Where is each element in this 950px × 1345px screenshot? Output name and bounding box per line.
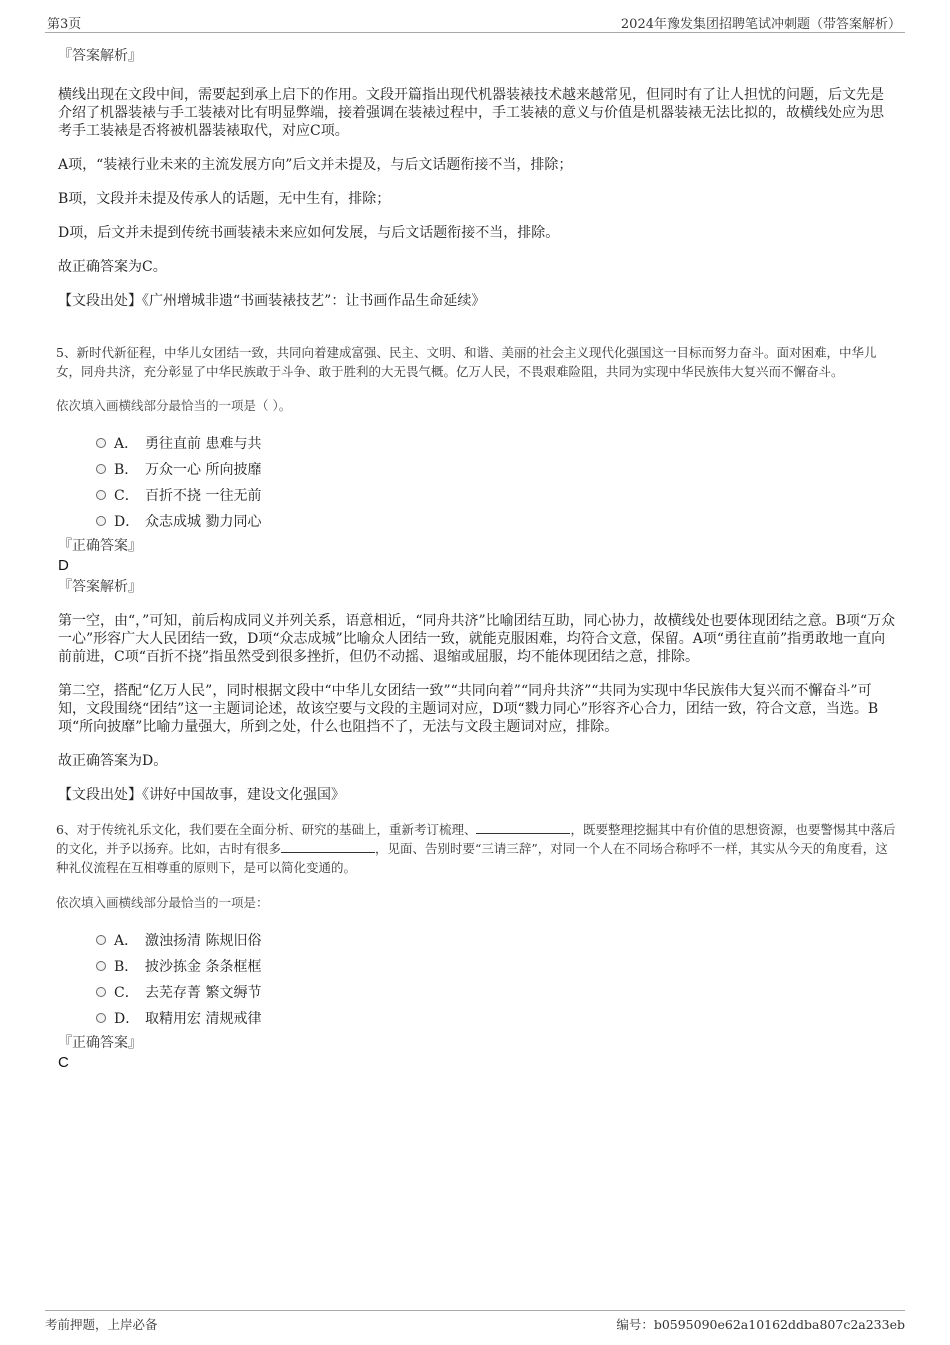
option-text: 激浊扬清 陈规旧俗 (145, 933, 262, 949)
radio-button[interactable] (96, 438, 106, 448)
option-letter: D． (114, 514, 140, 530)
analysis-paragraph-1: 第一空，由“，”可知，前后构成同义并列关系，语意相近，“同舟共济”比喻团结互助，同心协力，故横线处也要体现团结之意。B项“万众一心”形容广大人民团结一致，D项“众志成城”比喻众人团结一致，就能克服困难，均符合文意，保留。A项“勇往直前”指勇敢地一直向前前进，C项“百折不挠”指虽然受到很多挫折，但仍不动摇、退缩或屈服，均不能体现团结之意，排除。 (58, 613, 896, 665)
analysis-paragraph-2: 第二空，搭配“亿万人民”，同时根据文段中“中华儿女团结一致”“共同向着”“同舟共济”“共同为实现中华民族伟大复兴而不懈奋斗”可知，文段围绕“团结”这一主题词论述，故该空要与文段的主题词对应，D项“戮力同心”形容齐心合力，团结一致，符合文意，当选。B项“所向披靡”比喻力量强大，所到之处，什么也阻挡不了，无法与文段主题词对应，排除。 (58, 683, 879, 735)
correct-answer-label: 『正确答案』 (58, 538, 142, 554)
document-title: 2024年豫发集团招聘笔试冲刺题（带答案解析） (620, 17, 901, 32)
option-letter: B． (114, 959, 139, 975)
option-text: 众志成城 勠力同心 (145, 514, 262, 530)
option-text: 去芜存菁 繁文缛节 (145, 985, 262, 1001)
question-6-prompt: 依次填入画横线部分最恰当的一项是： (56, 895, 269, 910)
question-5 (56, 343, 896, 804)
option-c[interactable] (56, 482, 896, 508)
correct-answer: C (58, 1054, 69, 1071)
option-d[interactable] (56, 1005, 896, 1031)
analysis-label: 『答案解析』 (58, 579, 142, 595)
fill-blank-2 (281, 840, 375, 853)
option-c[interactable] (56, 979, 896, 1005)
radio-button[interactable] (96, 1013, 106, 1023)
footer-slogan: 考前押题，上岸必备 (45, 1317, 158, 1332)
radio-button[interactable] (96, 464, 106, 474)
option-text: 披沙拣金 条条框框 (145, 959, 262, 975)
question-6-text-part1: 6、对于传统礼乐文化，我们要在全面分析、研究的基础上，重新考订梳理、 (56, 822, 477, 837)
analysis-paragraph: 横线出现在文段中间，需要起到承上启下的作用。文段开篇指出现代机器装裱技术越来越常见，但同时有了让人担忧的问题，后文先是介绍了机器装裱与手工装裱对比有明显弊端，接着强调在装裱过程中，手工装裱的意义与价值是机器装裱无法比拟的，故横线处应为思考手工装裱是否将被机器装裱取代，对应C项。 (58, 87, 884, 139)
option-b[interactable] (56, 953, 896, 979)
fill-blank-1 (476, 821, 570, 834)
analysis-option-a: A项，“装裱行业未来的主流发展方向”后文并未提及，与后文话题衔接不当，排除； (58, 157, 573, 173)
radio-button[interactable] (96, 987, 106, 997)
question-6-text (56, 820, 896, 877)
correct-answer-label: 『正确答案』 (58, 1035, 142, 1051)
correct-answer: D (58, 557, 69, 574)
analysis-label: 『答案解析』 (58, 48, 142, 64)
text-source: 【文段出处】《讲好中国故事，建设文化强国》 (58, 787, 345, 803)
question-6-options (56, 927, 896, 1031)
option-letter: C． (114, 985, 139, 1001)
question-6 (56, 820, 896, 1072)
document-code: 编号：b0595090e62a10162ddba807c2a233eb (616, 1317, 905, 1332)
option-text: 百折不挠 一往无前 (145, 488, 262, 504)
option-d[interactable] (56, 508, 896, 534)
option-letter: A． (114, 933, 139, 949)
page-number: 第3页 (47, 17, 82, 32)
analysis-conclusion: 故正确答案为D。 (58, 753, 168, 769)
analysis-option-b: B项，文段并未提及传承人的话题，无中生有，排除； (58, 191, 391, 207)
question-5-options (56, 430, 896, 534)
question-6-text-part2: ，既要整理挖掘其中有价值的思想资源，也要警惕其中落后的文化，并予以扬弃。比如，古时有很多 (56, 822, 896, 856)
radio-button[interactable] (96, 961, 106, 971)
previous-question-analysis (56, 46, 896, 310)
option-letter: D． (114, 1011, 140, 1027)
radio-button[interactable] (96, 516, 106, 526)
analysis-option-d: D项，后文并未提到传统书画装裱未来应如何发展，与后文话题衔接不当，排除。 (58, 225, 560, 241)
analysis-conclusion: 故正确答案为C。 (58, 259, 167, 275)
radio-button[interactable] (96, 935, 106, 945)
page-content (56, 40, 896, 1072)
question-6-text-part3: ，见面、告别时要“三请三辞”，对同一个人在不同场合称呼不一样，其实从今天的角度看，这种礼仪流程在互相尊重的原则下，是可以简化变通的。 (56, 841, 888, 875)
question-5-prompt: 依次填入画横线部分最恰当的一项是（ ）。 (56, 398, 292, 413)
text-source: 【文段出处】《广州增城非遗“书画装裱技艺”：让书画作品生命延续》 (58, 293, 486, 309)
page-footer (45, 1310, 905, 1335)
page-header (45, 10, 905, 33)
option-text: 万众一心 所向披靡 (145, 462, 262, 478)
radio-button[interactable] (96, 490, 106, 500)
option-letter: B． (114, 462, 139, 478)
option-letter: A． (114, 436, 139, 452)
option-letter: C． (114, 488, 139, 504)
option-a[interactable] (56, 927, 896, 953)
option-text: 勇往直前 患难与共 (145, 436, 262, 452)
option-b[interactable] (56, 456, 896, 482)
option-text: 取精用宏 清规戒律 (145, 1011, 262, 1027)
question-5-text: 5、新时代新征程，中华儿女团结一致，共同向着建成富强、民主、文明、和谐、美丽的社会主义现代化强国这一目标而努力奋斗。面对困难，中华儿女，同舟共济，充分彰显了中华民族敢于斗争、敢于胜利的大无畏气概。亿万人民，不畏艰难险阻，共同为实现中华民族伟大复兴而不懈奋斗。 (56, 345, 877, 379)
option-a[interactable] (56, 430, 896, 456)
